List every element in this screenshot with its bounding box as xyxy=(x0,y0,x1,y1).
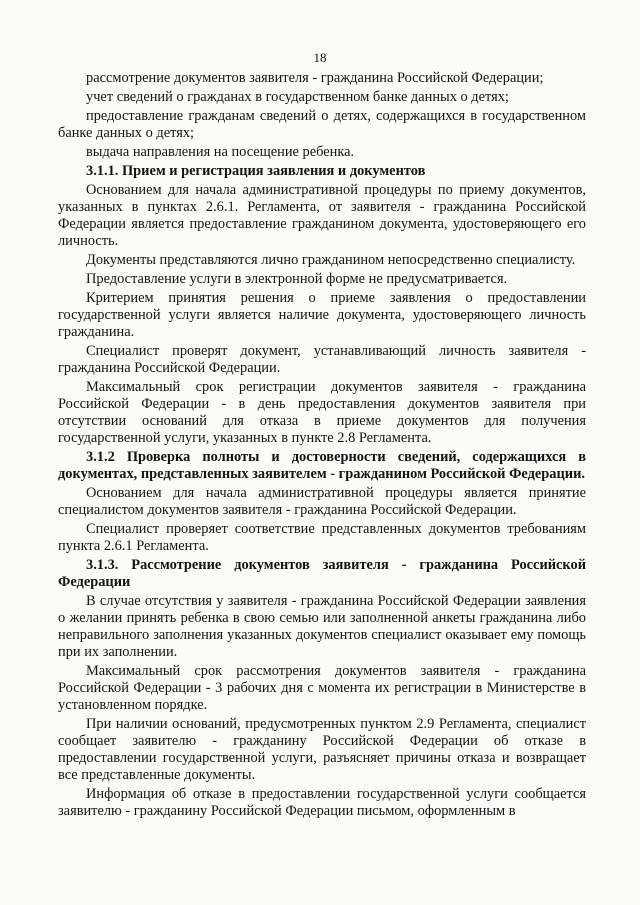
paragraph: выдача направления на посещение ребенка. xyxy=(86,144,355,160)
paragraph: При наличии оснований, предусмотренных пунктом 2.9 Регламента, специалист сообщает заявителю - гражданину Российской Федерации об отказе в предоставлении государственной услуги, разъясняет причины отказа и возвращает все представленные документы. xyxy=(58,716,586,783)
paragraph: Предоставление услуги в электронной форме не предусматривается. xyxy=(86,271,508,287)
paragraph: В случае отсутствия у заявителя - гражданина Российской Федерации заявления о желании принять ребенка в свою семью или заполненной анкеты гражданина либо неправильного заполнения указанных документов специалист оказывает ему помощь при их заполнении. xyxy=(58,593,586,660)
paragraph: Специалист проверяет соответствие представленных документов требованиям пункта 2.6.1 Регламента. xyxy=(58,521,586,554)
section-heading: 3.1.2 Проверка полноты и достоверности сведений, содержащихся в документах, представленных заявителем - гражданином Российской Федерации. xyxy=(58,449,586,482)
paragraph: Информация об отказе в предоставлении государственной услуги сообщается заявителю - гражданину Российской Федерации письмом, оформленным в xyxy=(58,786,586,819)
section-heading: 3.1.3. Рассмотрение документов заявителя - гражданина Российской Федерации xyxy=(58,557,586,590)
paragraph: Максимальный срок регистрации документов заявителя - гражданина Российской Федерации - в день предоставления документов заявителя при отсутствии оснований для отказа в приеме документов для получения государственной услуги, указанных в пункте 2.8 Регламента. xyxy=(58,379,586,446)
paragraph: Максимальный срок рассмотрения документов заявителя - гражданина Российской Федерации - 3 рабочих дня с момента их регистрации в Министерстве в установленном порядке. xyxy=(58,663,586,713)
paragraph: предоставление гражданам сведений о детях, содержащихся в государственном банке данных о детях; xyxy=(58,108,586,141)
paragraph: Основанием для начала административной процедуры является принятие специалистом документов заявителя - гражданина Российской Федерации. xyxy=(58,485,586,518)
paragraph: рассмотрение документов заявителя - гражданина Российской Федерации; xyxy=(86,70,544,86)
page-number: 18 xyxy=(313,50,327,65)
paragraph: Документы представляются лично гражданином непосредственно специалисту. xyxy=(86,252,576,268)
paragraph: учет сведений о гражданах в государственном банке данных о детях; xyxy=(86,89,509,105)
section-heading: 3.1.1. Прием и регистрация заявления и документов xyxy=(86,163,426,179)
document-body xyxy=(58,70,586,822)
paragraph: Специалист проверят документ, устанавливающий личность заявителя - гражданина Российской Федерации. xyxy=(58,343,586,376)
paragraph: Основанием для начала административной процедуры по приему документов, указанных в пунктах 2.6.1. Регламента, от заявителя - гражданина Российской Федерации является предоставление гражданином документа, удостоверяющего его личность. xyxy=(58,182,586,249)
paragraph: Критерием принятия решения о приеме заявления о предоставлении государственной услуги является наличие документа, удостоверяющего личность гражданина. xyxy=(58,290,586,340)
